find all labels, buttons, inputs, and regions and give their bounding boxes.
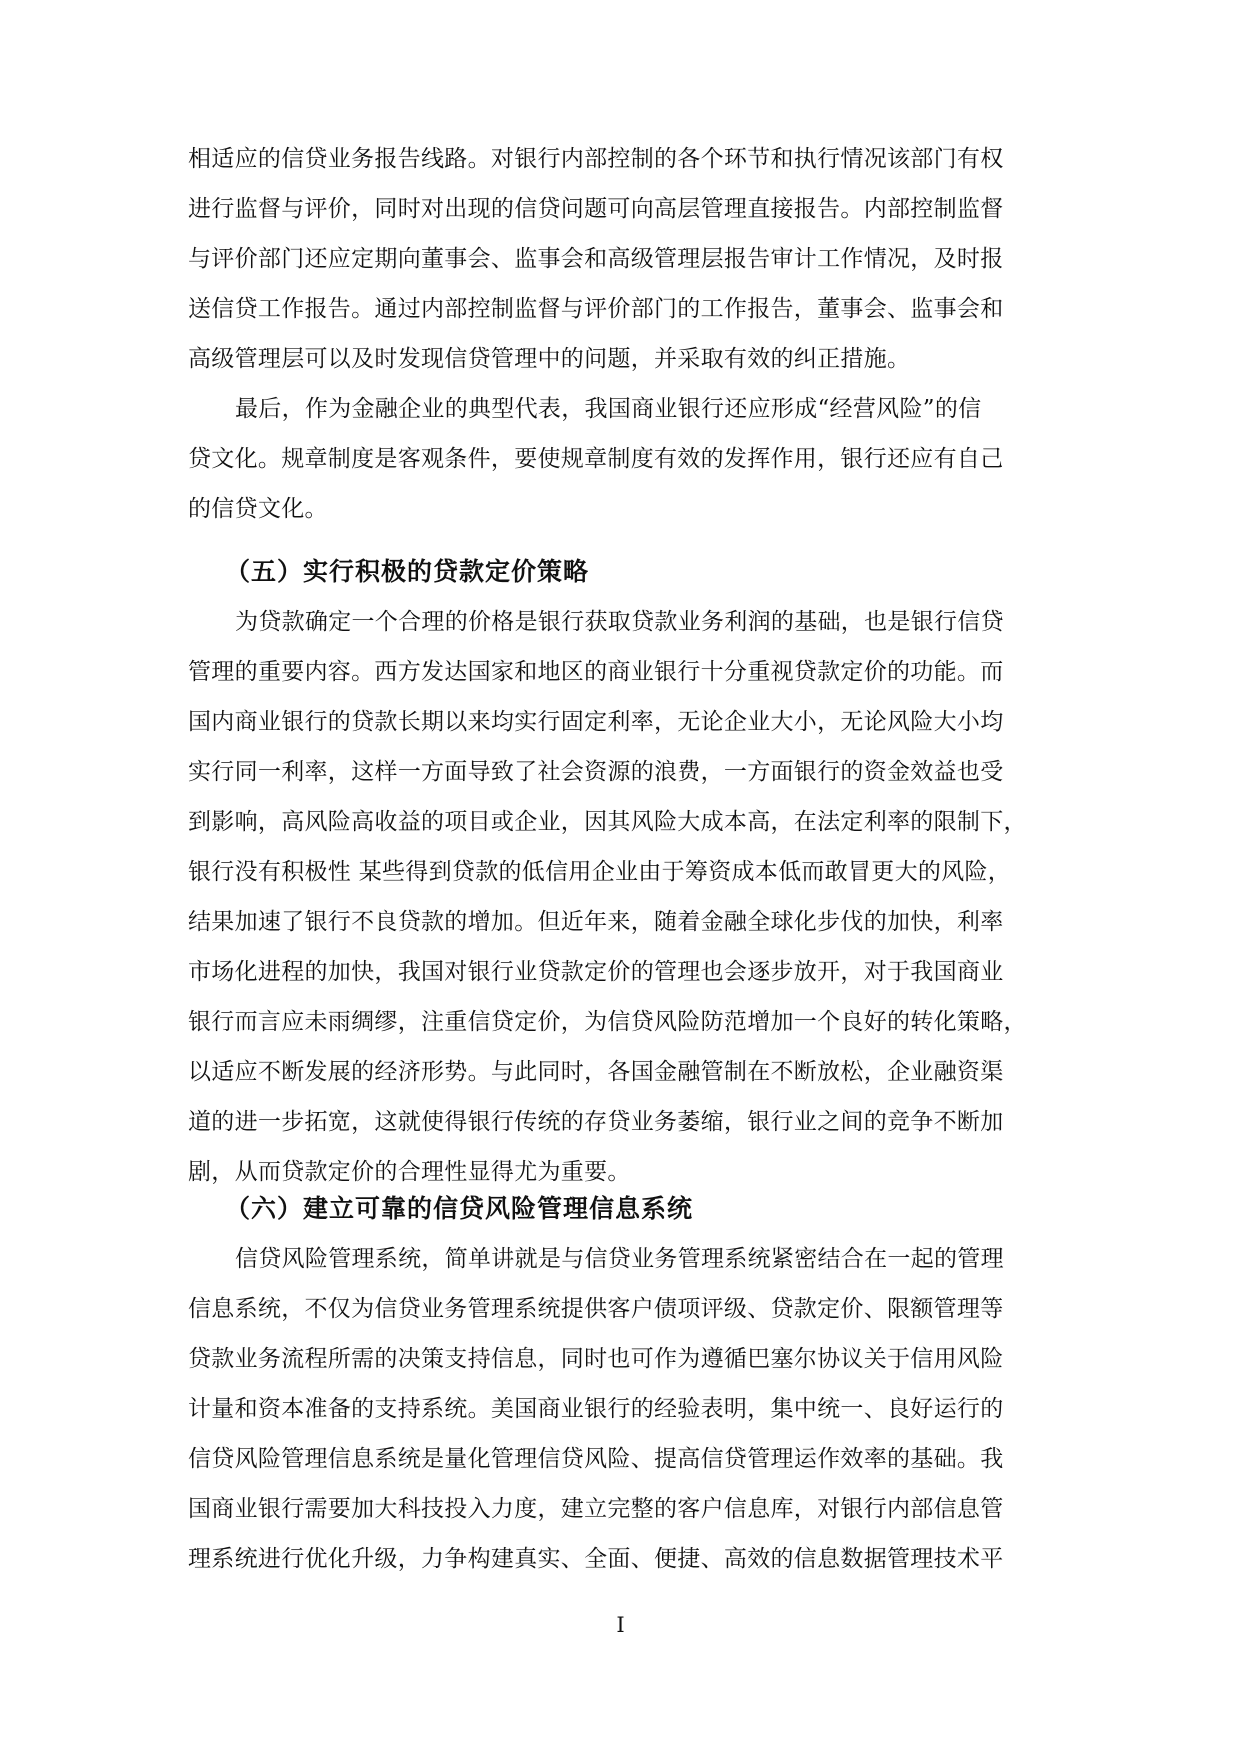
body-line: 进行监督与评价，同时对出现的信贷问题可向高层管理直接报告。内部控制监督 bbox=[188, 196, 1004, 222]
body-line: 以适应不断发展的经济形势。与此同时，各国金融管制在不断放松，企业融资渠 bbox=[188, 1059, 1004, 1085]
body-line: 银行而言应未雨绸缪，注重信贷定价，为信贷风险防范增加一个良好的转化策略， bbox=[188, 1009, 1027, 1035]
body-line: 高级管理层可以及时发现信贷管理中的问题，并采取有效的纠正措施。 bbox=[188, 346, 911, 372]
body-line: 送信贷工作报告。通过内部控制监督与评价部门的工作报告，董事会、监事会和 bbox=[188, 296, 1004, 322]
body-line: 管理的重要内容。西方发达国家和地区的商业银行十分重视贷款定价的功能。而 bbox=[188, 659, 1004, 685]
body-line: 相适应的信贷业务报告线路。对银行内部控制的各个环节和执行情况该部门有权 bbox=[188, 146, 1004, 172]
body-line: 实行同一利率，这样一方面导致了社会资源的浪费，一方面银行的资金效益也受 bbox=[188, 759, 1004, 785]
body-line: 贷文化。规章制度是客观条件，要使规章制度有效的发挥作用，银行还应有自己 bbox=[188, 446, 1004, 472]
body-line: 市场化进程的加快，我国对银行业贷款定价的管理也会逐步放开，对于我国商业 bbox=[188, 959, 1004, 985]
body-line: 为贷款确定一个合理的价格是银行获取贷款业务利润的基础，也是银行信贷 bbox=[235, 609, 1004, 635]
body-line: 最后，作为金融企业的典型代表，我国商业银行还应形成“经营风险”的信 bbox=[235, 396, 982, 422]
body-line: 信息系统，不仅为信贷业务管理系统提供客户债项评级、贷款定价、限额管理等 bbox=[188, 1296, 1004, 1322]
body-line: 贷款业务流程所需的决策支持信息，同时也可作为遵循巴塞尔协议关于信用风险 bbox=[188, 1346, 1004, 1372]
body-line: 信贷风险管理信息系统是量化管理信贷风险、提高信贷管理运作效率的基础。我 bbox=[188, 1446, 1004, 1472]
body-line: 与评价部门还应定期向董事会、监事会和高级管理层报告审计工作情况，及时报 bbox=[188, 246, 1004, 272]
body-line: 理系统进行优化升级，力争构建真实、全面、便捷、高效的信息数据管理技术平 bbox=[188, 1546, 1004, 1572]
body-line: 剧，从而贷款定价的合理性显得尤为重要。 bbox=[188, 1159, 631, 1185]
body-line: 道的进一步拓宽，这就使得银行传统的存贷业务萎缩，银行业之间的竞争不断加 bbox=[188, 1109, 1004, 1135]
page-number: I bbox=[616, 1613, 625, 1637]
paragraph-group-internal-control bbox=[188, 134, 1058, 534]
body-line: 信贷风险管理系统，简单讲就是与信贷业务管理系统紧密结合在一起的管理 bbox=[235, 1246, 1004, 1272]
body-line: 到影响，高风险高收益的项目或企业，因其风险大成本高，在法定利率的限制下， bbox=[188, 809, 1027, 835]
paragraph-loan-pricing bbox=[188, 597, 1058, 1197]
body-line: 的信贷文化。 bbox=[188, 496, 328, 522]
section-heading-5: （五）实行积极的贷款定价策略 bbox=[225, 557, 590, 586]
body-line: 计量和资本准备的支持系统。美国商业银行的经验表明，集中统一、良好运行的 bbox=[188, 1396, 1004, 1422]
body-line: 国内商业银行的贷款长期以来均实行固定利率，无论企业大小，无论风险大小均 bbox=[188, 709, 1004, 735]
paragraph-risk-info-system bbox=[188, 1234, 1058, 1584]
body-line: 国商业银行需要加大科技投入力度，建立完整的客户信息库，对银行内部信息管 bbox=[188, 1496, 1004, 1522]
body-line: 结果加速了银行不良贷款的增加。但近年来，随着金融全球化步伐的加快，利率 bbox=[188, 909, 1004, 935]
section-heading-6: （六）建立可靠的信贷风险管理信息系统 bbox=[225, 1194, 694, 1223]
body-line: 银行没有积极性 某些得到贷款的低信用企业由于筹资成本低而敢冒更大的风险， bbox=[188, 859, 1012, 885]
